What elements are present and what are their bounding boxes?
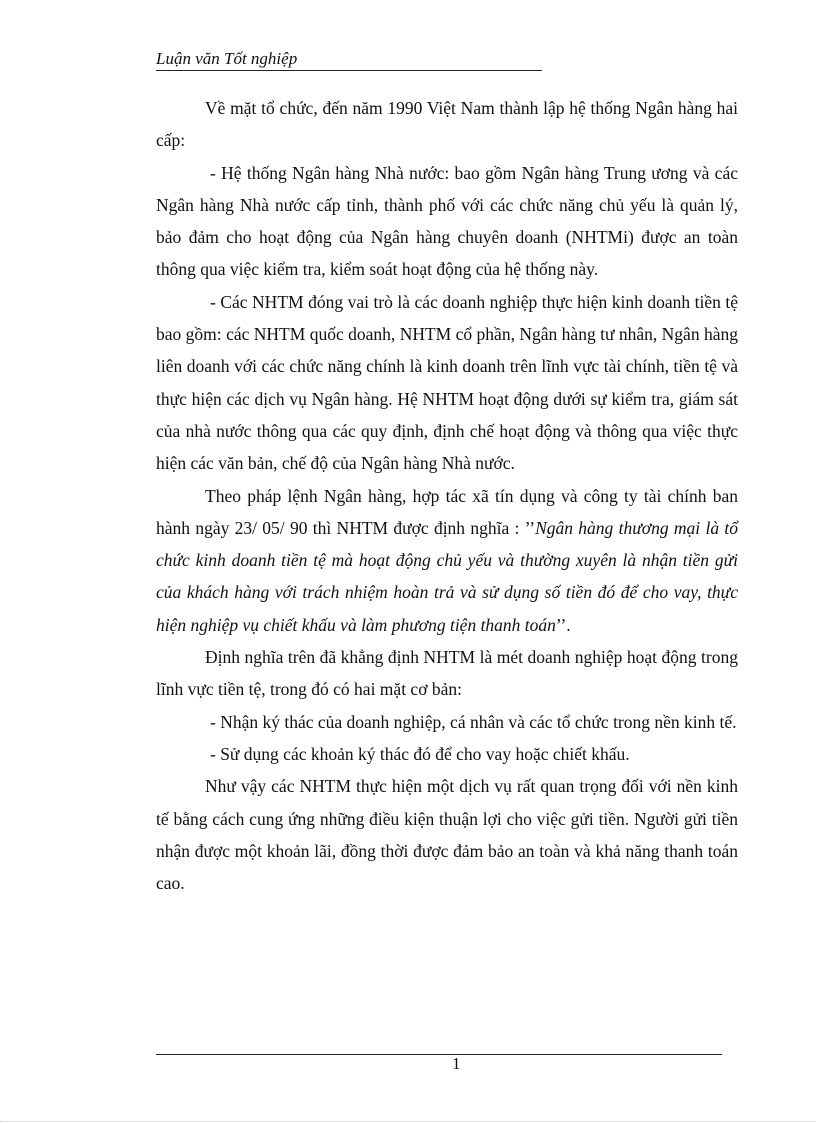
page-number: 1 <box>452 1054 461 1073</box>
running-header: Luận văn Tốt nghiệp <box>156 48 542 71</box>
paragraph-two-aspects: Định nghĩa trên đã khẳng định NHTM là mét doanh nghiệp hoạt động trong lĩnh vực tiền tệ, trong đó có hai mặt cơ bản: <box>156 647 738 700</box>
footer-divider <box>156 1054 722 1055</box>
paragraph-conclusion: Như vậy các NHTM thực hiện một dịch vụ rất quan trọng đối với nền kinh tế bằng cách cung ứng những điều kiện thuận lợi cho việc gửi tiền. Người gửi tiền nhận được một khoản lãi, đồng thời được đảm bảo an toàn và khả năng thanh toán cao. <box>156 776 738 894</box>
page-boundary <box>0 1121 816 1122</box>
paragraph-aspect-deposits: - Nhận ký thác của doanh nghiệp, cá nhân và các tổ chức trong nền kinh tế. <box>210 711 737 732</box>
paragraph-definition <box>156 480 738 641</box>
paragraph-aspect-lending: - Sử dụng các khoản ký thác đó để cho vay hoặc chiết khấu. <box>210 743 630 764</box>
definition-tail: ’’. <box>555 614 571 635</box>
paragraph-state-bank-system: - Hệ thống Ngân hàng Nhà nước: bao gồm Ngân hàng Trung ương và các Ngân hàng Nhà nước cấp tỉnh, thành phố với các chức năng chủ yếu là quản lý, bảo đảm cho hoạt động của Ngân hàng chuyên doanh (NHTMi) được an toàn thông qua việc kiểm tra, kiểm soát hoạt động của hệ thống này. <box>156 162 738 280</box>
paragraph-commercial-banks: - Các NHTM đóng vai trò là các doanh nghiệp thực hiện kinh doanh tiền tệ bao gồm: các NHTM quốc doanh, NHTM cổ phần, Ngân hàng tư nhân, Ngân hàng liên doanh với các chức năng chính là kinh doanh trên lĩnh vực tài chính, tiền tệ và thực hiện các dịch vụ Ngân hàng. Hệ NHTM hoạt động dưới sự kiểm tra, giám sát của nhà nước thông qua các quy định, định chế hoạt động và thông qua việc thực hiện các văn bản, chế độ của Ngân hàng Nhà nước. <box>156 291 738 474</box>
definition-quote: Ngân hàng thương mại là tổ chức kinh doanh tiền tệ mà hoạt động chủ yếu và thường xuyên là nhận tiền gửi của khách hàng với trách nhiệm hoàn trả và sử dụng số tiền đó để cho vay, thực hiện nghiệp vụ chiết khấu và làm phương tiện thanh toán <box>156 517 738 635</box>
definition-lead: Theo pháp lệnh Ngân hàng, hợp tác xã tín dụng và công ty tài chính ban hành ngày 23/ 05/ 90 thì NHTM được định nghĩa : ’’ <box>156 485 738 538</box>
document-body <box>156 92 738 899</box>
paragraph-organization: Về mặt tổ chức, đến năm 1990 Việt Nam thành lập hệ thống Ngân hàng hai cấp: <box>156 98 738 151</box>
